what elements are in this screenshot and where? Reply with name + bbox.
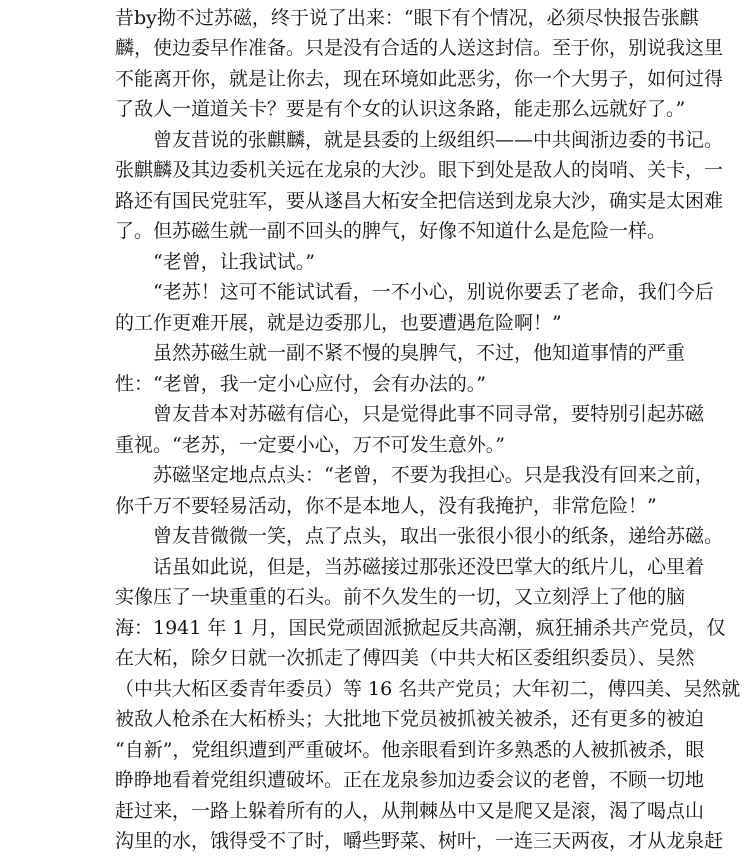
text-line-13: 性：“老曾，我一定小心应付，会有办法的。” (115, 373, 486, 395)
text-line-11: 的工作更难开展，就是边委那儿，也要遭遇危险啊！” (115, 312, 562, 334)
text-line-2: 麟，使边委早作准备。只是没有合适的人送这封信。至于你，别说我这里 (115, 37, 724, 59)
text-line-10: “老苏！这可不能试试看，一不小心，别说你要丢了老命，我们今后 (153, 281, 714, 303)
text-line-22: 在大柘，除夕日就一次抓走了傅四美（中共大柘区委组织委员）、吴然 (115, 647, 695, 669)
text-line-6: 张麒麟及其边委机关远在龙泉的大沙。眼下到处是敌人的岗哨、关卡，一 (115, 159, 724, 181)
text-line-17: 你千万不要轻易活动，你不是本地人，没有我掩护，非常危险！” (115, 495, 657, 517)
text-line-27: 赶过来，一路上躲着所有的人，从荆棘丛中又是爬又是滚，渴了喝点山 (115, 800, 705, 822)
text-line-26: 睁睁地看着党组织遭破坏。正在龙泉参加边委会议的老曾，不顾一切地 (115, 769, 705, 791)
text-line-1: 昔by拗不过苏磁，终于说了出来：“眼下有个情况，必须尽快报告张麒 (115, 7, 699, 29)
text-line-21: 海：1941 年 1 月，国民党顽固派掀起反共高潮，疯狂捕杀共产党员，仅 (115, 617, 726, 639)
text-line-15: 重视。“老苏，一定要小心，万不可发生意外。” (115, 434, 505, 456)
text-line-14: 曾友昔本对苏磁有信心，只是觉得此事不同寻常，要特别引起苏磁 (153, 403, 705, 425)
text-line-19: 话虽如此说，但是，当苏磁接过那张还没巴掌大的纸片儿，心里着 (153, 556, 705, 578)
text-line-8: 了。但苏磁生就一副不回头的脾气，好像不知道什么是危险一样。 (115, 220, 667, 242)
text-line-24: 被敌人枪杀在大柘桥头；大批地下党员被抓被关被杀，还有更多的被迫 (115, 708, 705, 730)
text-line-20: 实像压了一块重重的石头。前不久发生的一切，又立刻浮上了他的脑 (115, 586, 686, 608)
text-line-9: “老曾，让我试试。” (153, 251, 315, 273)
text-line-3: 不能离开你，就是让你去，现在环境如此恶劣，你一个大男子，如何过得 (115, 68, 724, 90)
text-line-23: （中共大柘区委青年委员）等 16 名共产党员；大年初二，傅四美、吴然就 (115, 678, 741, 700)
text-line-28: 沟里的水，饿得受不了时，嚼些野菜、树叶，一连三天两夜，才从龙泉赶 (115, 830, 724, 852)
text-line-7: 路还有国民党驻军，要从遂昌大柘安全把信送到龙泉大沙，确实是太困难 (115, 190, 724, 212)
text-line-18: 曾友昔微微一笑，点了点头，取出一张很小很小的纸条，递给苏磁。 (153, 525, 724, 547)
text-line-16: 苏磁坚定地点点头：“老曾，不要为我担心。只是我没有回来之前， (153, 464, 714, 486)
text-line-5: 曾友昔说的张麒麟，就是县委的上级组织——中共闽浙边委的书记。 (153, 129, 724, 151)
text-line-12: 虽然苏磁生就一副不紧不慢的臭脾气，不过，他知道事情的严重 (153, 342, 686, 364)
text-line-4: 了敌人一道道关卡？要是有个女的认识这条路，能走那么远就好了。” (115, 98, 686, 120)
text-line-25: “自新”，党组织遭到严重破坏。他亲眼看到许多熟悉的人被抓被杀，眼 (115, 739, 705, 761)
